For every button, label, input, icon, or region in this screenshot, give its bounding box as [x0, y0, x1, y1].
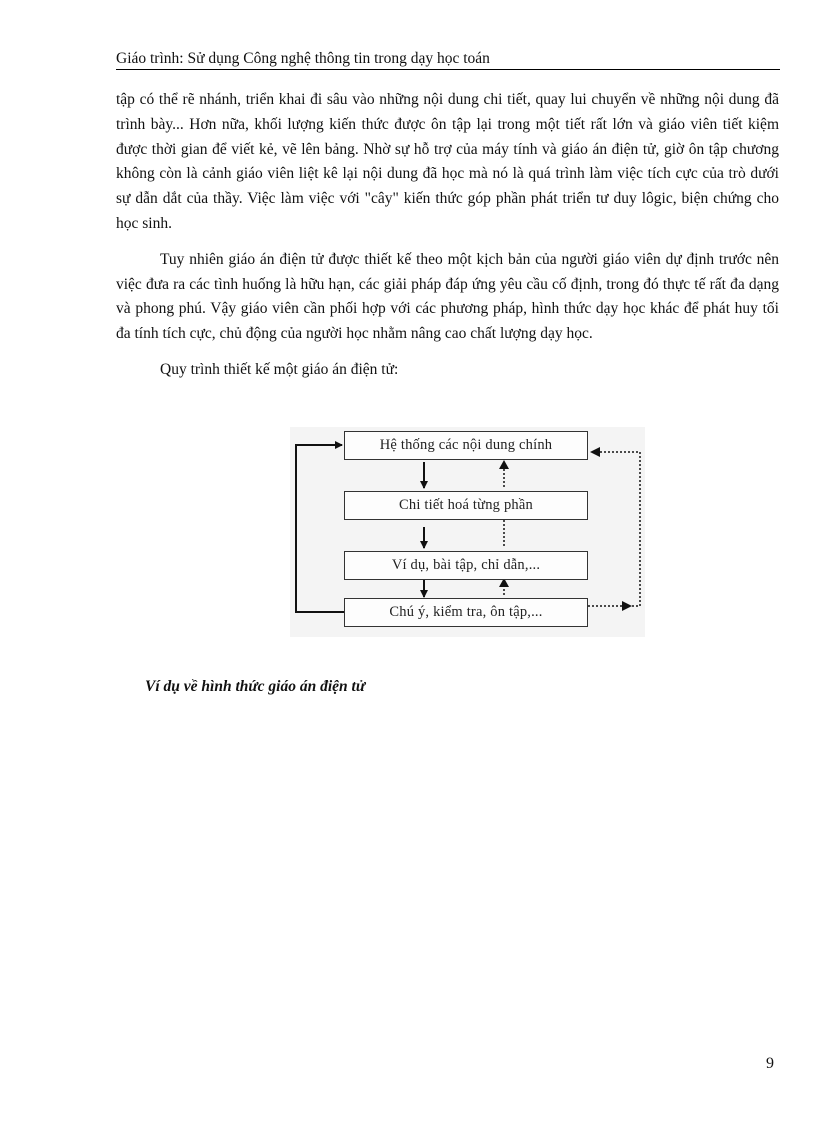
process-diagram — [290, 427, 645, 637]
left-loop-arrow — [296, 445, 344, 612]
diagram-box-examples: Ví dụ, bài tập, chỉ dẫn,... — [344, 551, 588, 580]
paragraph-1: tập có thể rẽ nhánh, triển khai đi sâu vào những nội dung chi tiết, quay lui chuyển về những nội dung đã trình bày... Hơn nữa, khối lượng kiến thức được ôn tập lại trong một tiết rất lớn và giáo viên tiết kiệm được thời gian để viết kẻ, vẽ lên bảng. Nhờ sự hỗ trợ của máy tính và giáo án điện tử, giờ ôn tập chương không còn là cảnh giáo viên liệt kê lại nội dung đã học mà nó là quá trình làm việc tích cực của trò dưới sự dẫn dắt của thầy. Việc làm việc với "cây" kiến thức góp phần phát triển tư duy lôgic, biện chứng cho học sinh. — [116, 91, 779, 232]
diagram-box-detail: Chi tiết hoá từng phần — [344, 491, 588, 520]
body-text — [116, 88, 779, 383]
paragraph-3: Quy trình thiết kế một giáo án điện tử: — [160, 360, 399, 378]
diagram-box-main-content: Hệ thống các nội dung chính — [344, 431, 588, 460]
right-loop-arrow — [588, 452, 640, 606]
section-caption: Ví dụ về hình thức giáo án điện tử — [145, 678, 366, 695]
running-header: Giáo trình: Sử dụng Công nghệ thông tin trong dạy học toán — [116, 50, 490, 67]
page-number: 9 — [766, 1055, 774, 1072]
diagram-box-review: Chú ý, kiểm tra, ôn tập,... — [344, 598, 588, 627]
paragraph-2: Tuy nhiên giáo án điện tử được thiết kế theo một kịch bản của người giáo viên dự định trước nên việc đưa ra các tình huống là hữu hạn, các giải pháp đáp ứng yêu cầu cố định, trong đó thực tế rất đa dạng và phong phú. Vậy giáo viên cần phối hợp với các phương pháp, hình thức dạy học khác để phát huy tối đa tính tích cực, chủ động của người học nhằm nâng cao chất lượng dạy học. — [116, 250, 779, 343]
header-rule — [116, 69, 780, 70]
